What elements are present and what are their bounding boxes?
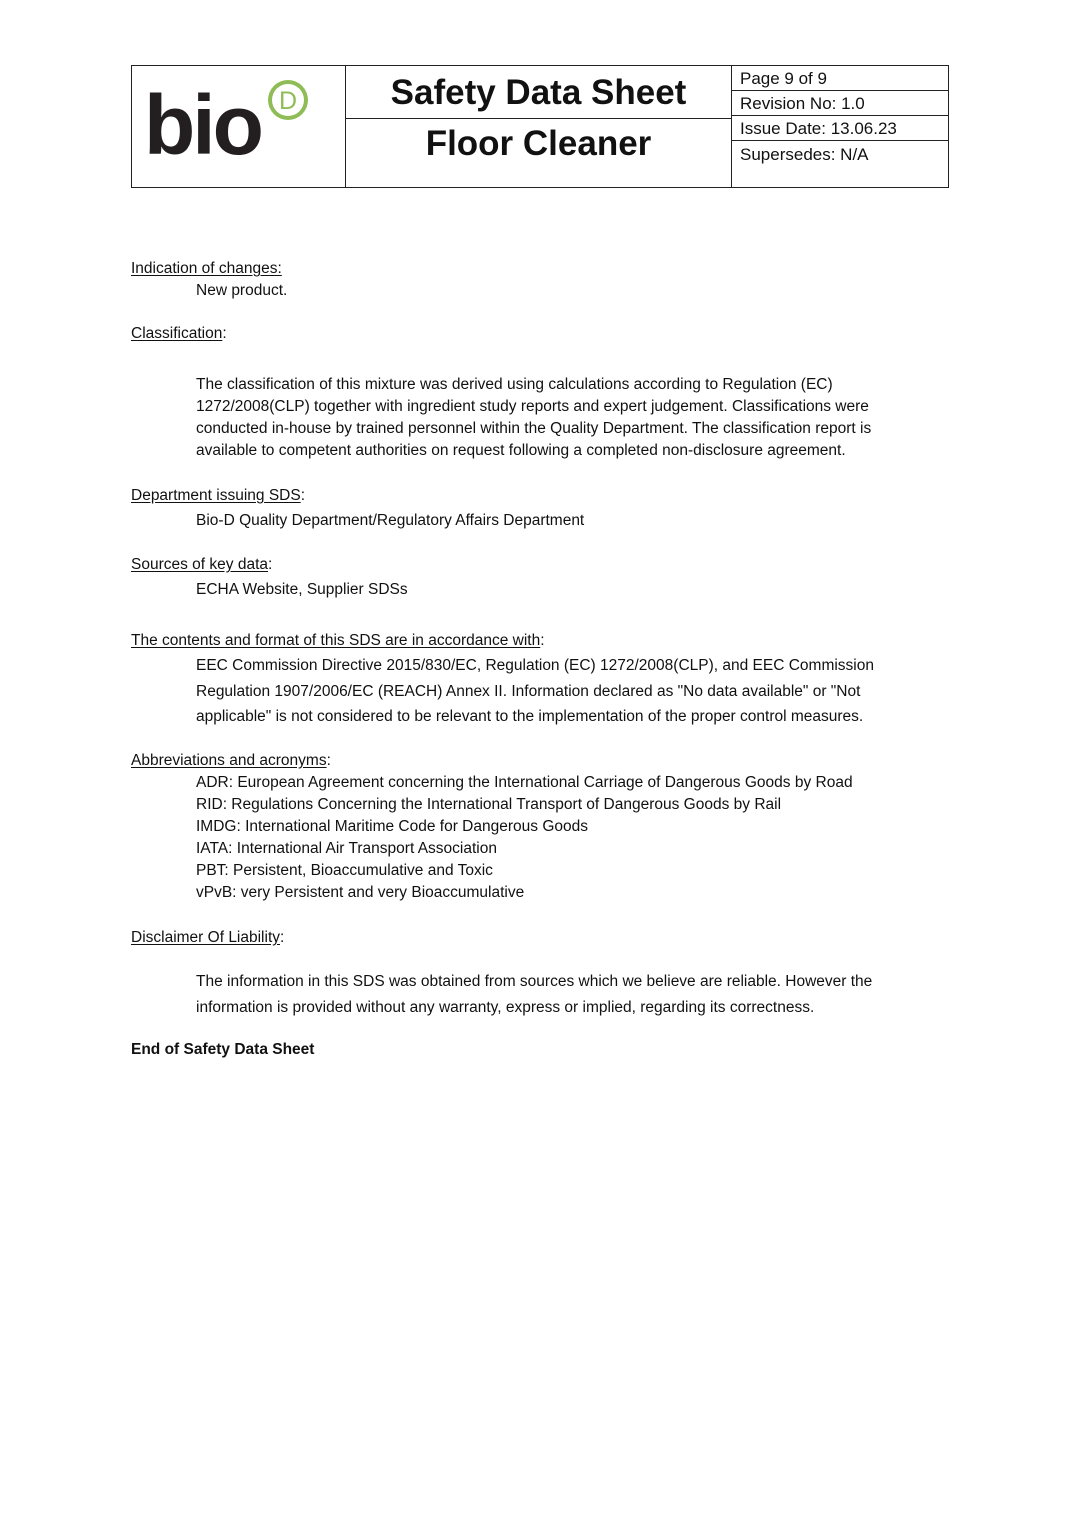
classification-paragraph — [196, 374, 946, 462]
changes-text: New product. — [196, 282, 288, 299]
abbreviation-item: PBT: Persistent, Bioaccumulative and Toxic — [196, 862, 493, 879]
classification-heading-colon: : — [222, 325, 227, 342]
changes-heading-text: Indication of changes: — [131, 260, 282, 277]
disclaimer-heading — [131, 927, 284, 949]
sources-text: ECHA Website, Supplier SDSs — [196, 581, 408, 598]
disclaimer-line: information is provided without any warranty, express or implied, regarding its correctness. — [196, 998, 815, 1016]
page-number: Page 9 of 9 — [732, 66, 949, 91]
meta-cell — [732, 66, 949, 187]
abbreviations-heading — [131, 750, 331, 772]
sources-heading-colon: : — [268, 556, 273, 573]
supersedes: Supersedes: N/A — [740, 145, 869, 164]
document-title: Safety Data Sheet — [346, 68, 731, 119]
document-header — [131, 65, 949, 188]
logo-badge-letter: D — [278, 87, 298, 115]
format-heading-colon: : — [540, 632, 545, 649]
abbreviation-item: vPvB: very Persistent and very Bioaccumulative — [196, 884, 525, 901]
changes-heading — [131, 258, 282, 280]
end-of-sheet: End of Safety Data Sheet — [131, 1041, 315, 1058]
department-text: Bio-D Quality Department/Regulatory Affairs Department — [196, 512, 585, 529]
abbreviation-item: IMDG: International Maritime Code for Dangerous Goods — [196, 818, 588, 835]
disclaimer-heading-text: Disclaimer Of Liability — [131, 929, 281, 946]
classification-heading-text: Classification — [131, 325, 223, 342]
sources-heading — [131, 554, 272, 576]
logo-cell — [132, 66, 346, 187]
format-heading-text: The contents and format of this SDS are in accordance with — [131, 632, 541, 649]
disclaimer-line: The information in this SDS was obtained from sources which we believe are reliable. However the — [196, 973, 873, 990]
department-heading-text: Department issuing SDS — [131, 487, 301, 504]
bio-d-logo — [142, 70, 337, 182]
classification-line: The classification of this mixture was derived using calculations according to Regulation (EC) — [196, 376, 833, 393]
sources-heading-text: Sources of key data — [131, 556, 268, 573]
abbreviations-heading-colon: : — [326, 752, 331, 769]
abbreviation-item: IATA: International Air Transport Association — [196, 840, 497, 857]
disclaimer-heading-colon: : — [280, 929, 285, 946]
abbreviations-list — [196, 772, 946, 904]
abbreviation-item: ADR: European Agreement concerning the International Carriage of Dangerous Goods by Road — [196, 774, 853, 791]
format-line: applicable" is not considered to be relevant to the implementation of the proper control measures. — [196, 708, 864, 725]
logo-text: bio — [144, 78, 261, 172]
classification-line: available to competent authorities on request following a completed non-disclosure agreement. — [196, 442, 846, 459]
department-heading — [131, 485, 305, 507]
classification-line: conducted in-house by trained personnel within the Quality Department. The classification report is — [196, 420, 872, 437]
classification-line: 1272/2008(CLP) together with ingredient study reports and expert judgement. Classifications were — [196, 398, 869, 415]
abbreviation-item: RID: Regulations Concerning the International Transport of Dangerous Goods by Rail — [196, 796, 782, 813]
disclaimer-paragraph — [196, 969, 946, 1020]
format-line: EEC Commission Directive 2015/830/EC, Regulation (EC) 1272/2008(CLP), and EEC Commission — [196, 657, 874, 674]
issue-date: Issue Date: 13.06.23 — [732, 116, 949, 141]
title-cell — [346, 66, 732, 187]
format-line: Regulation 1907/2006/EC (REACH) Annex II. Information declared as "No data available" or "Not — [196, 682, 861, 700]
format-paragraph — [196, 653, 946, 730]
department-heading-colon: : — [300, 487, 306, 504]
revision-number: Revision No: 1.0 — [732, 91, 949, 116]
classification-heading — [131, 323, 227, 345]
product-name: Floor Cleaner — [425, 124, 652, 163]
abbreviations-heading-text: Abbreviations and acronyms — [131, 752, 327, 769]
format-heading — [131, 630, 545, 652]
